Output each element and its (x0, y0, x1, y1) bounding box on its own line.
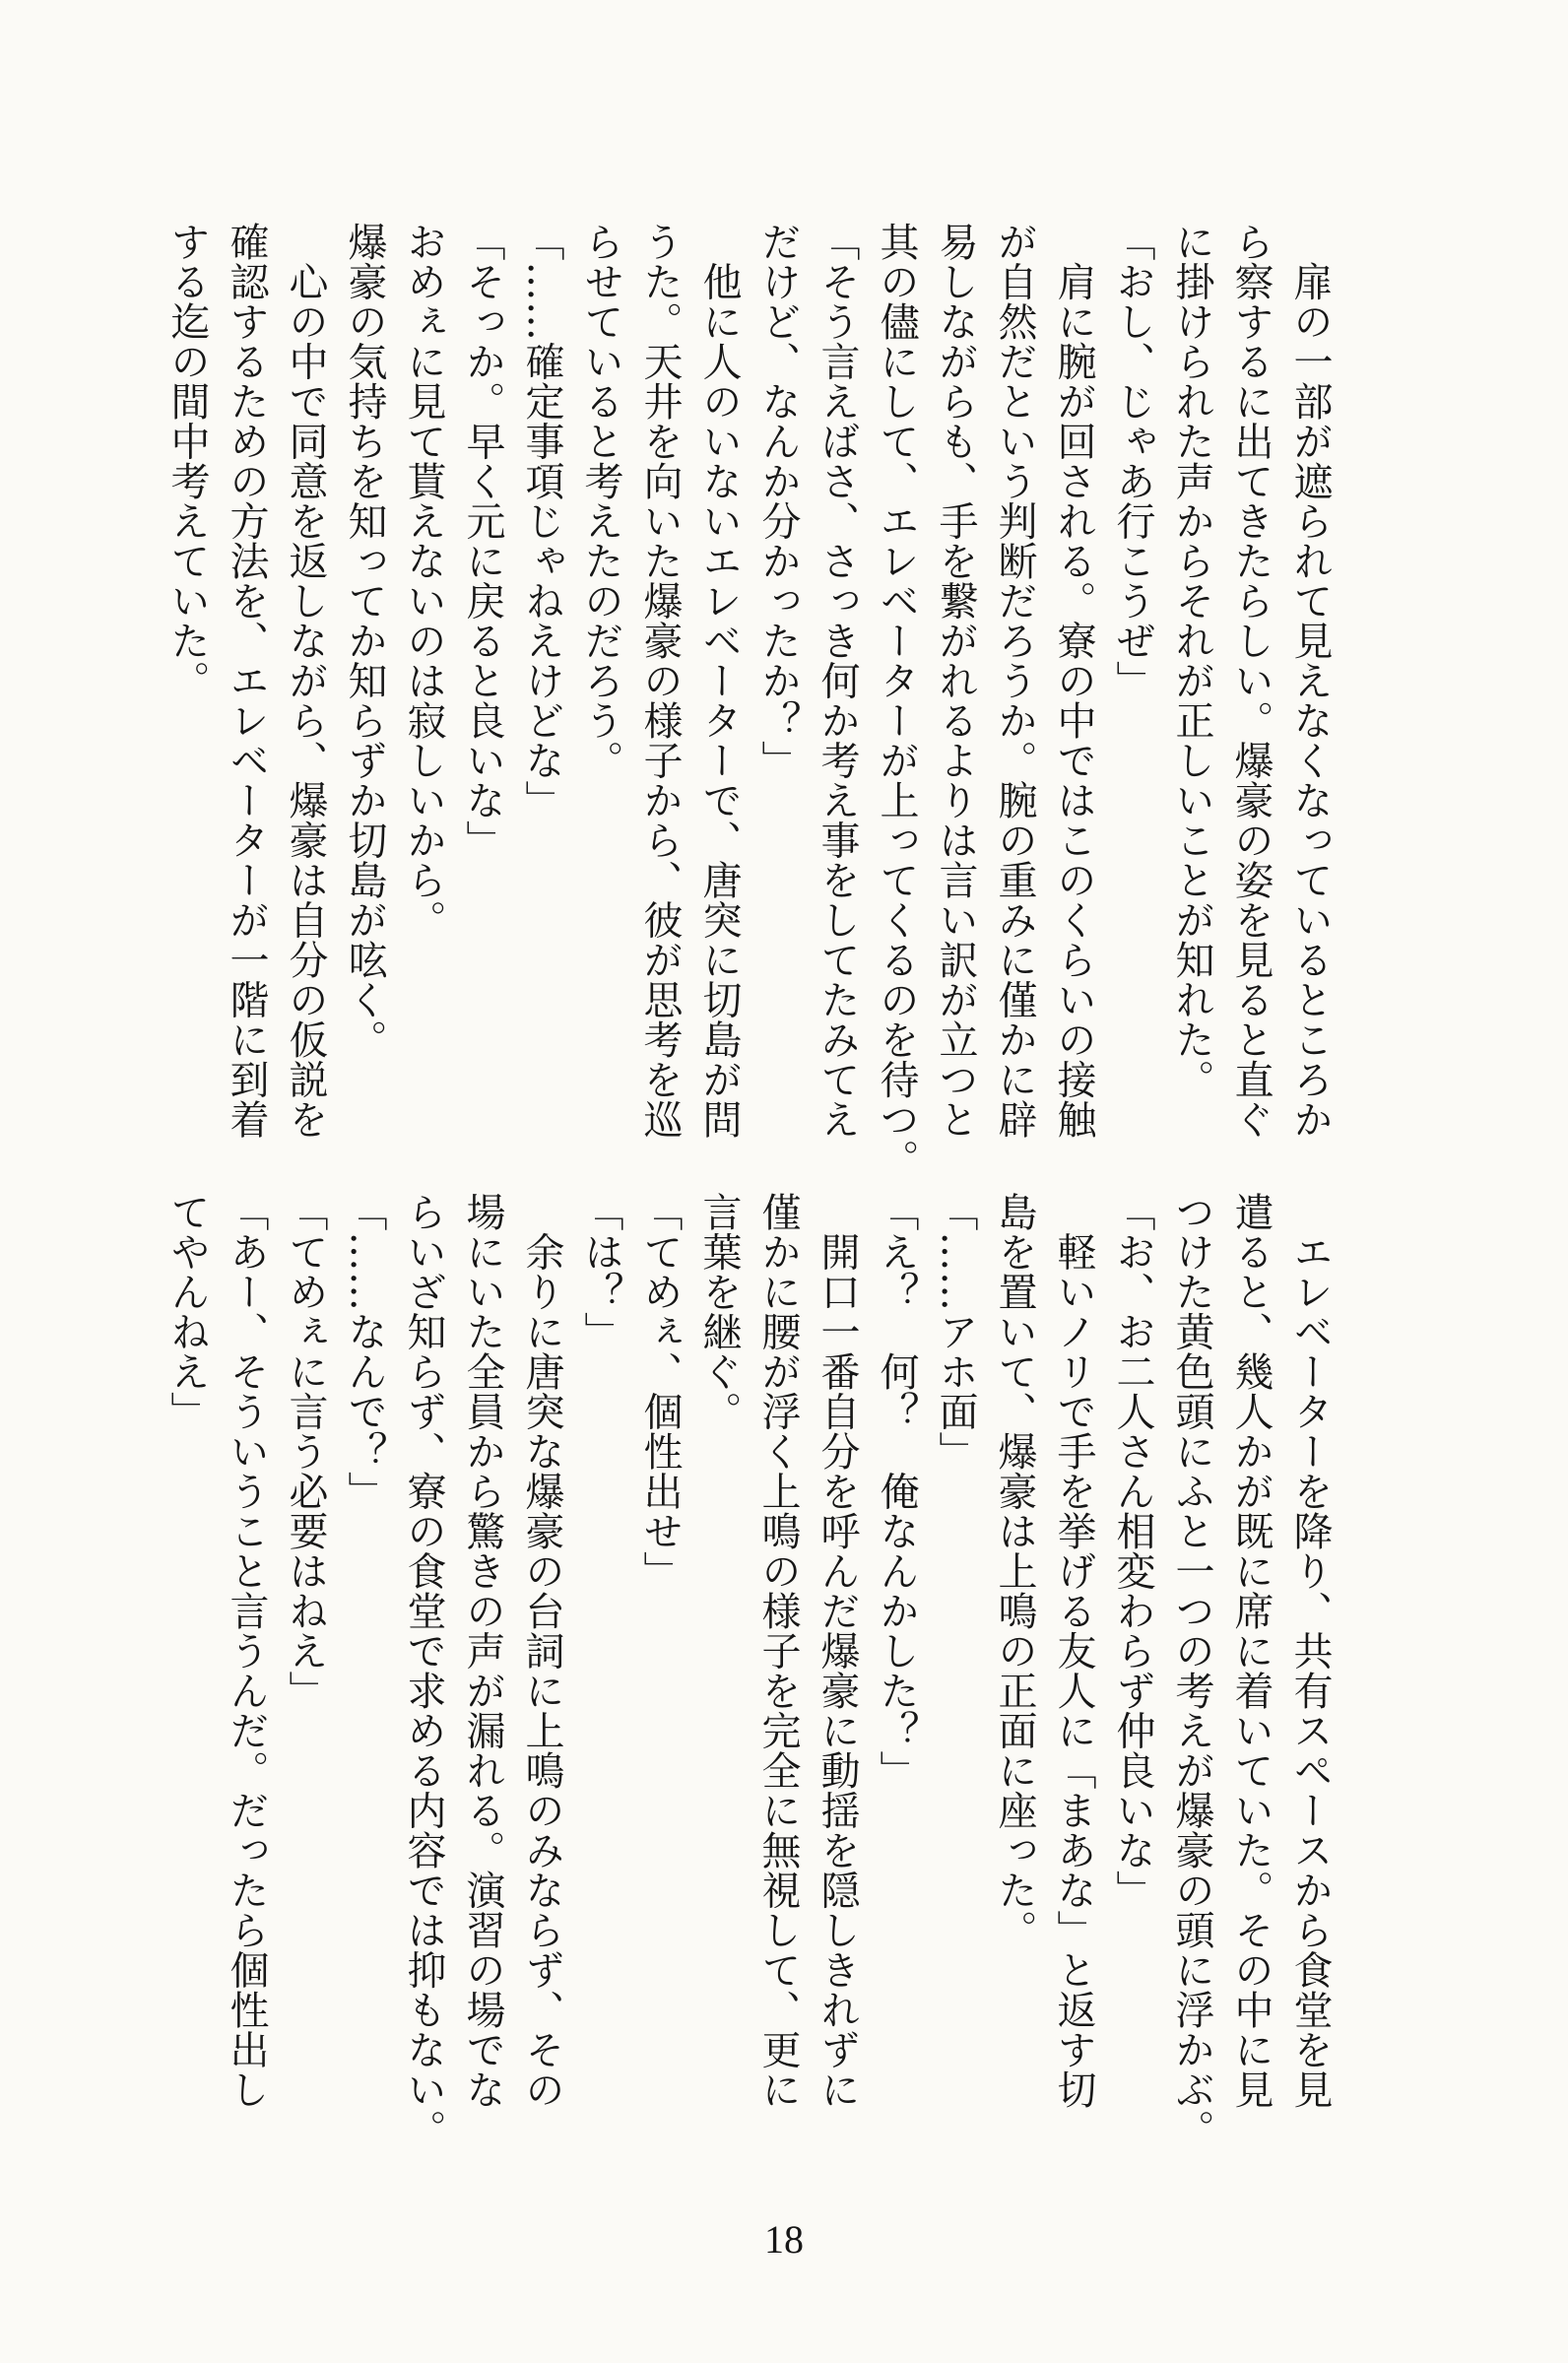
text-line: てやんねえ」 (164, 1192, 210, 1431)
text-line: 肩に腕が回される。寮の中ではこのくらいの接触 (1051, 222, 1096, 1140)
text-line: 余りに唐突な爆豪の台詞に上鳴のみならず、その (519, 1192, 564, 2110)
text-line: 「……アホ面」 (933, 1192, 978, 1472)
text-line: 軽いノリで手を挙げる友人に「まあな」と返す切 (1051, 1192, 1096, 2110)
text-line: ら察するに出てきたらしい。爆豪の姿を見ると直ぐ (1228, 222, 1274, 1140)
text-line: 爆豪の気持ちを知ってか知らずか切島が呟く。 (342, 222, 387, 1060)
text-line: 「そう言えばさ、さっき何か考え事をしてたみてえ (815, 222, 860, 1140)
text-line: おめぇに見て貰えないのは寂しいから。 (401, 222, 446, 940)
text-line: 言葉を継ぐ。 (696, 1192, 742, 1431)
text-line: らいざ知らず、寮の食堂で求める内容では抑もない。 (401, 1192, 446, 2149)
text-block-top (158, 222, 1339, 1179)
text-line: らせていると考えたのだろう。 (578, 222, 623, 780)
text-line: 其の儘にして、エレベーターが上ってくるのを待つ。 (874, 222, 919, 1179)
text-line: 「そっか。早く元に戻ると良いな」 (460, 222, 505, 860)
text-line: する迄の間中考えていた。 (164, 222, 210, 700)
text-line: 「おし、じゃあ行こうぜ」 (1110, 222, 1155, 700)
text-line: 扉の一部が遮られて見えなくなっているところか (1287, 222, 1333, 1140)
text-line: 僅かに腰が浮く上鳴の様子を完全に無視して、更に (755, 1192, 801, 2110)
text-line: 島を置いて、爆豪は上鳴の正面に座った。 (992, 1192, 1037, 1950)
text-line: 「てめぇ、個性出せ」 (637, 1192, 683, 1591)
text-line: 確認するための方法を、エレベーターが一階に到着 (224, 222, 269, 1140)
text-line: エレベーターを降り、共有スペースから食堂を見 (1287, 1192, 1333, 2110)
text-line: が自然だという判断だろうか。腕の重みに僅かに辟 (992, 222, 1037, 1140)
text-line: 「あー、そういうこと言うんだ。だったら個性出し (224, 1192, 269, 2110)
text-line: 「……なんで？」 (342, 1192, 387, 1511)
text-line: つけた黄色頭にふと一つの考えが爆豪の頭に浮かぶ。 (1169, 1192, 1214, 2149)
text-line: だけど、なんか分かったか？」 (755, 222, 801, 780)
text-line: に掛けられた声からそれが正しいことが知れた。 (1169, 222, 1214, 1099)
text-line: 易しながらも、手を繋がれるよりは言い訳が立つと (933, 222, 978, 1140)
text-block-bottom (158, 1192, 1339, 2182)
text-line: 場にいた全員から驚きの声が漏れる。演習の場でな (460, 1192, 505, 2110)
text-line: 心の中で同意を返しながら、爆豪は自分の仮説を (283, 222, 328, 1140)
page-number: 18 (764, 2217, 804, 2262)
text-line: 「お、お二人さん相変わらず仲良いな」 (1110, 1192, 1155, 1910)
text-line: うた。天井を向いた爆豪の様子から、彼が思考を巡 (637, 222, 683, 1140)
text-line: 「は？」 (578, 1192, 623, 1351)
text-line: 遣ると、幾人かが既に席に着いていた。その中に見 (1228, 1192, 1274, 2110)
text-line: 開口一番自分を呼んだ爆豪に動揺を隠しきれずに (815, 1192, 860, 2110)
text-line: 「……確定事項じゃねえけどな」 (519, 222, 564, 820)
text-line: 他に人のいないエレベーターで、唐突に切島が問 (696, 222, 742, 1140)
text-line: 「え？ 何？ 俺なんかした？」 (874, 1192, 919, 1791)
text-line: 「てめぇに言う必要はねえ」 (283, 1192, 328, 1711)
